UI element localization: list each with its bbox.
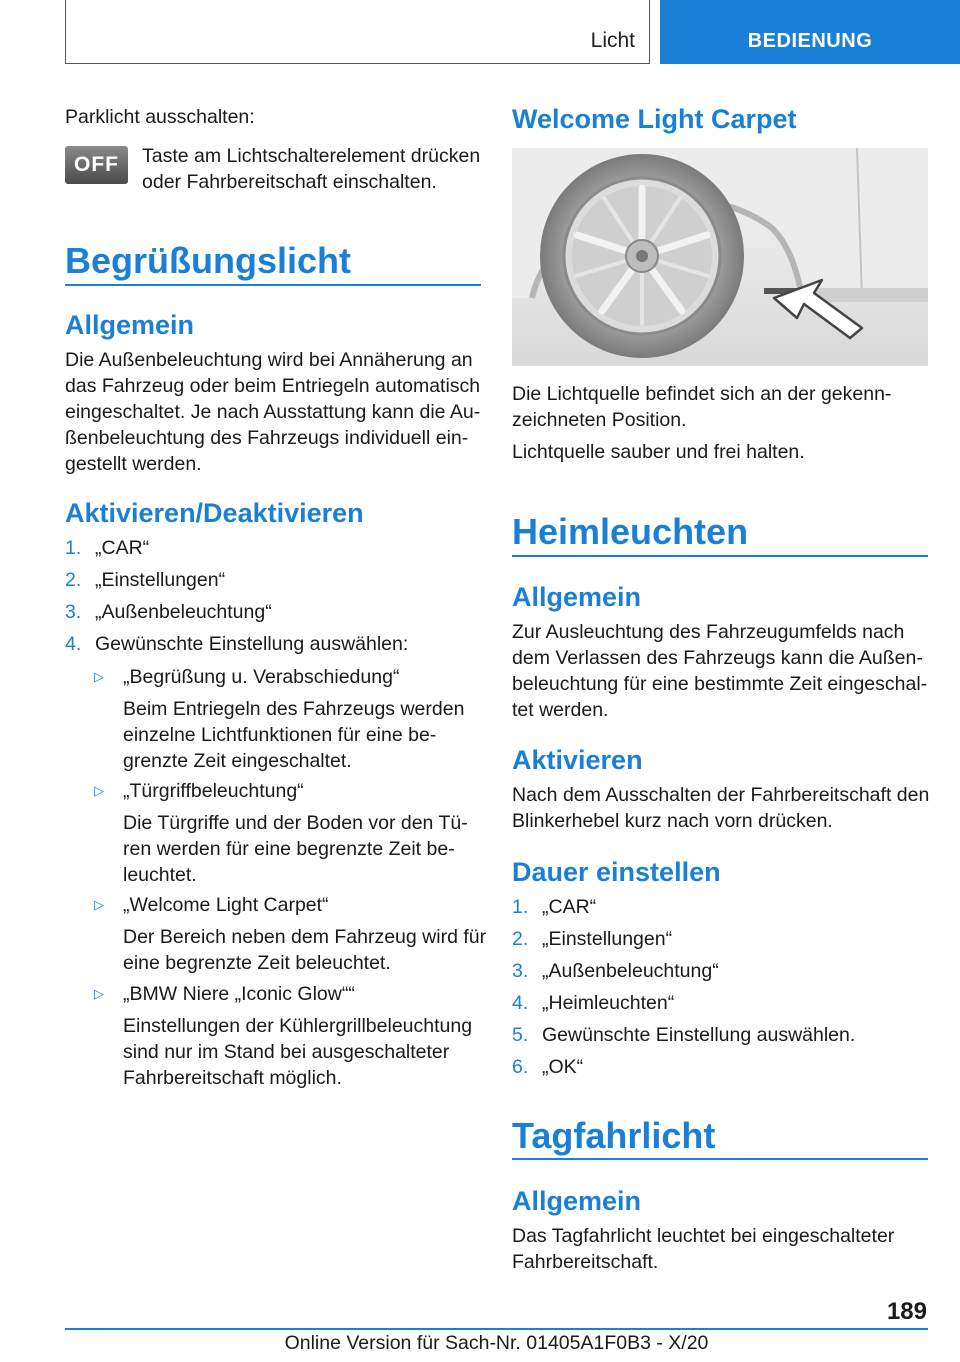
footer-divider (65, 1328, 928, 1330)
sub-item-line: einzelne Lichtfunktionen für eine be‐ (123, 724, 437, 746)
subsection-title-allgemein: Allgemein (512, 1186, 642, 1216)
subsection-title-welcome-light-carpet: Welcome Light Carpet (512, 104, 797, 134)
step-text: „Außenbeleuchtung“ (542, 960, 719, 982)
section-divider (512, 1158, 928, 1160)
step-number: 6. (512, 1056, 529, 1078)
step-number: 3. (65, 601, 82, 623)
sub-item-line: Beim Entriegeln des Fahrzeugs werden (123, 698, 465, 720)
paragraph-line: Die Außenbeleuchtung wird bei Annäherung an (65, 349, 473, 371)
subsection-title-allgemein: Allgemein (65, 310, 195, 340)
section-divider (65, 284, 481, 286)
parking-off-label: Parklicht ausschalten: (65, 106, 255, 128)
online-version-note: Online Version für Sach-Nr. 01405A1F0B3 - X/20 (284, 1332, 709, 1354)
section-divider (512, 555, 928, 557)
header-chapter-title: BEDIENUNG (747, 30, 873, 52)
paragraph-line: gestellt werden. (65, 453, 202, 475)
step-text: „Einstellungen“ (542, 928, 673, 950)
off-text-line: oder Fahrbereitschaft einschalten. (142, 171, 437, 193)
section-title-heimleuchten: Heimleuchten (512, 511, 749, 552)
paragraph-line: Blinkerhebel kurz nach vorn drücken. (512, 810, 833, 832)
paragraph-line: ßenbeleuchtung des Fahrzeugs individuell ein‐ (65, 427, 469, 449)
step-number: 4. (512, 992, 529, 1014)
step-text: „CAR“ (542, 896, 597, 918)
section-title-begruessungslicht: Begrüßungslicht (65, 240, 351, 281)
bullet-triangle-icon: ▷ (94, 986, 104, 1001)
section-title-tagfahrlicht: Tagfahrlicht (512, 1115, 716, 1156)
paragraph-line: Die Lichtquelle befindet sich an der gekenn‐ (512, 383, 892, 405)
paragraph-line: beleuchtung für eine bestimmte Zeit eingeschal‐ (512, 673, 928, 695)
step-number: 1. (65, 537, 82, 559)
page-number: 189 (886, 1298, 927, 1325)
paragraph-line: eingeschaltet. Je nach Ausstattung kann die Au‐ (65, 401, 481, 423)
sub-item-line: Der Bereich neben dem Fahrzeug wird für (123, 926, 487, 948)
sub-item-title: „Welcome Light Carpet“ (123, 894, 329, 916)
sub-item-title: „Begrüßung u. Verabschiedung“ (123, 666, 400, 688)
off-text-line: Taste am Lichtschalterelement drücken (142, 145, 481, 167)
sub-item-line: eine begrenzte Zeit beleuchtet. (123, 952, 391, 974)
header-section-box (65, 0, 650, 64)
sub-item-line: sind nur im Stand bei ausgeschalteter (123, 1041, 450, 1063)
subsection-title-allgemein: Allgemein (512, 582, 642, 612)
paragraph-line: das Fahrzeug oder beim Entriegeln automatisch (65, 375, 481, 397)
paragraph-line: Das Tagfahrlicht leuchtet bei eingeschalteter (512, 1225, 895, 1247)
step-text: „Heimleuchten“ (542, 992, 675, 1014)
bullet-triangle-icon: ▷ (94, 897, 104, 912)
header-section-title: Licht (590, 29, 635, 52)
paragraph-line: Fahrbereitschaft. (512, 1251, 659, 1273)
sub-item-line: Die Türgriffe und der Boden vor den Tü‐ (123, 812, 468, 834)
paragraph-line: zeichneten Position. (512, 409, 687, 431)
subsection-title-dauer-einstellen: Dauer einstellen (512, 857, 721, 887)
step-text: Gewünschte Einstellung auswählen: (95, 633, 409, 655)
step-number: 1. (512, 896, 529, 918)
sub-item-line: Fahrbereitschaft möglich. (123, 1067, 342, 1089)
header-chapter-tab (660, 0, 960, 64)
step-text: „OK“ (542, 1056, 584, 1078)
bullet-triangle-icon: ▷ (94, 669, 104, 684)
step-number: 2. (65, 569, 82, 591)
paragraph-line: dem Verlassen des Fahrzeugs kann die Außen‐ (512, 647, 923, 669)
paragraph-line: Zur Ausleuchtung des Fahrzeugumfelds nach (512, 621, 905, 643)
step-text: „CAR“ (95, 537, 150, 559)
subsection-title-aktivieren: Aktivieren (512, 745, 643, 775)
off-button-icon: OFF (65, 146, 128, 184)
step-number: 5. (512, 1024, 529, 1046)
step-text: „Außenbeleuchtung“ (95, 601, 272, 623)
sub-item-line: Einstellungen der Kühlergrillbeleuchtung (123, 1015, 473, 1037)
subsection-title-aktivieren-deaktivieren: Aktivieren/Deaktivieren (65, 498, 364, 528)
sub-item-line: leuchtet. (123, 864, 197, 886)
sub-item-line: ren werden für eine begrenzte Zeit be‐ (123, 838, 455, 860)
paragraph-line: tet werden. (512, 699, 609, 721)
step-text: Gewünschte Einstellung auswählen. (542, 1024, 856, 1046)
step-text: „Einstellungen“ (95, 569, 226, 591)
step-number: 4. (65, 633, 82, 655)
paragraph-line: Nach dem Ausschalten der Fahrbereitschaft den (512, 784, 930, 806)
step-number: 2. (512, 928, 529, 950)
sub-item-line: grenzte Zeit eingeschaltet. (123, 750, 352, 772)
step-number: 3. (512, 960, 529, 982)
sub-item-title: „Türgriffbeleuchtung“ (123, 780, 304, 802)
paragraph-line: Lichtquelle sauber und frei halten. (512, 441, 805, 463)
car-wheel-illustration (512, 148, 928, 366)
bullet-triangle-icon: ▷ (94, 783, 104, 798)
sub-item-title: „BMW Niere „Iconic Glow““ (123, 983, 355, 1005)
